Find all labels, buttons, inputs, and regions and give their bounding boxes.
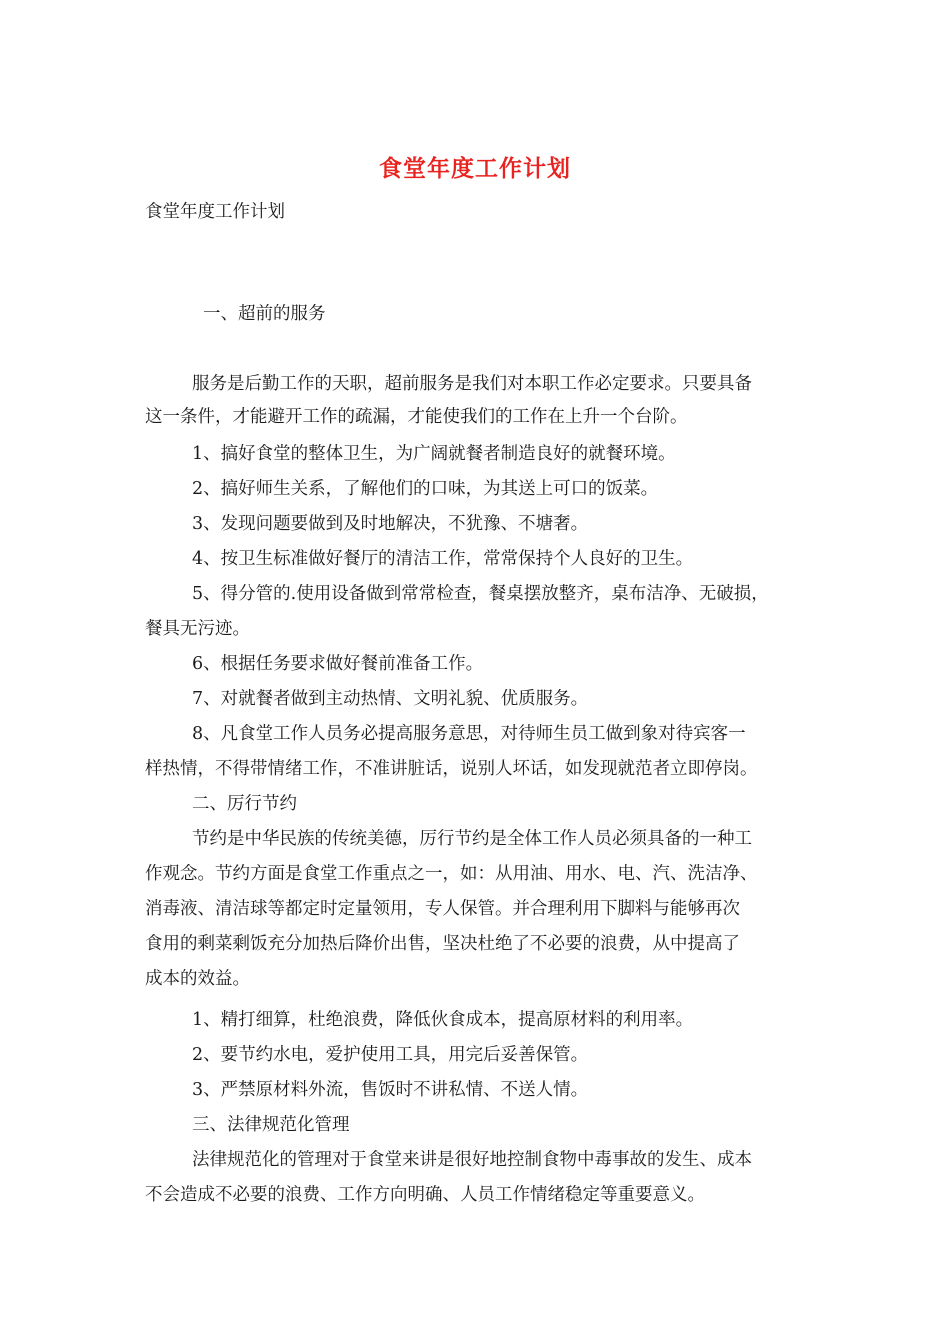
paragraph-line: 服务是后勤工作的天职，超前服务是我们对本职工作必定要求。只要具备 [192,374,752,394]
paragraph-line: 食用的剩菜剩饭充分加热后降价出售，坚决杜绝了不必要的浪费，从中提高了 [145,934,740,954]
section-heading: 三、法律规范化管理 [192,1115,350,1135]
list-item: 2、要节约水电，爱护使用工具，用完后妥善保管。 [192,1045,589,1065]
document-subtitle: 食堂年度工作计划 [145,202,285,222]
list-item: 4、按卫生标准做好餐厅的清洁工作，常常保持个人良好的卫生。 [192,549,694,569]
section-heading: 二、厉行节约 [192,794,297,814]
paragraph-line: 成本的效益。 [145,969,250,989]
paragraph-line: 不会造成不必要的浪费、工作方向明确、人员工作情绪稳定等重要意义。 [145,1185,705,1205]
document-title: 食堂年度工作计划 [379,155,571,182]
list-item: 1、精打细算，杜绝浪费，降低伙食成本，提高原材料的利用率。 [192,1010,694,1030]
list-item: 8、凡食堂工作人员务必提高服务意思，对待师生员工做到象对待宾客一 [192,724,746,744]
list-item: 3、严禁原材料外流，售饭时不讲私情、不送人情。 [192,1080,589,1100]
paragraph-line: 法律规范化的管理对于食堂来讲是很好地控制食物中毒事故的发生、成本 [192,1150,752,1170]
paragraph-line: 消毒液、清洁球等都定时定量领用，专人保管。并合理利用下脚料与能够再次 [145,899,740,919]
paragraph-line: 这一条件，才能避开工作的疏漏，才能使我们的工作在上升一个台阶。 [145,407,688,427]
paragraph-line: 节约是中华民族的传统美德，厉行节约是全体工作人员必须具备的一种工 [192,829,752,849]
list-item: 6、根据任务要求做好餐前准备工作。 [192,654,484,674]
list-item: 7、对就餐者做到主动热情、文明礼貌、优质服务。 [192,689,589,709]
section-heading: 一、超前的服务 [203,304,326,324]
list-item-continued: 样热情，不得带情绪工作，不准讲脏话，说别人坏话，如发现就范者立即停岗。 [145,759,758,779]
list-item: 1、搞好食堂的整体卫生，为广阔就餐者制造良好的就餐环境。 [192,444,676,464]
list-item-continued: 餐具无污迹。 [145,619,250,639]
list-item: 3、发现问题要做到及时地解决，不犹豫、不塘奢。 [192,514,589,534]
paragraph-line: 作观念。节约方面是食堂工作重点之一，如：从用油、用水、电、汽、洗洁净、 [145,864,758,884]
list-item: 2、搞好师生关系，了解他们的口味，为其送上可口的饭菜。 [192,479,659,499]
list-item: 5、得分管的.使用设备做到常常检查，餐桌摆放整齐，桌布洁净、无破损， [192,584,769,604]
